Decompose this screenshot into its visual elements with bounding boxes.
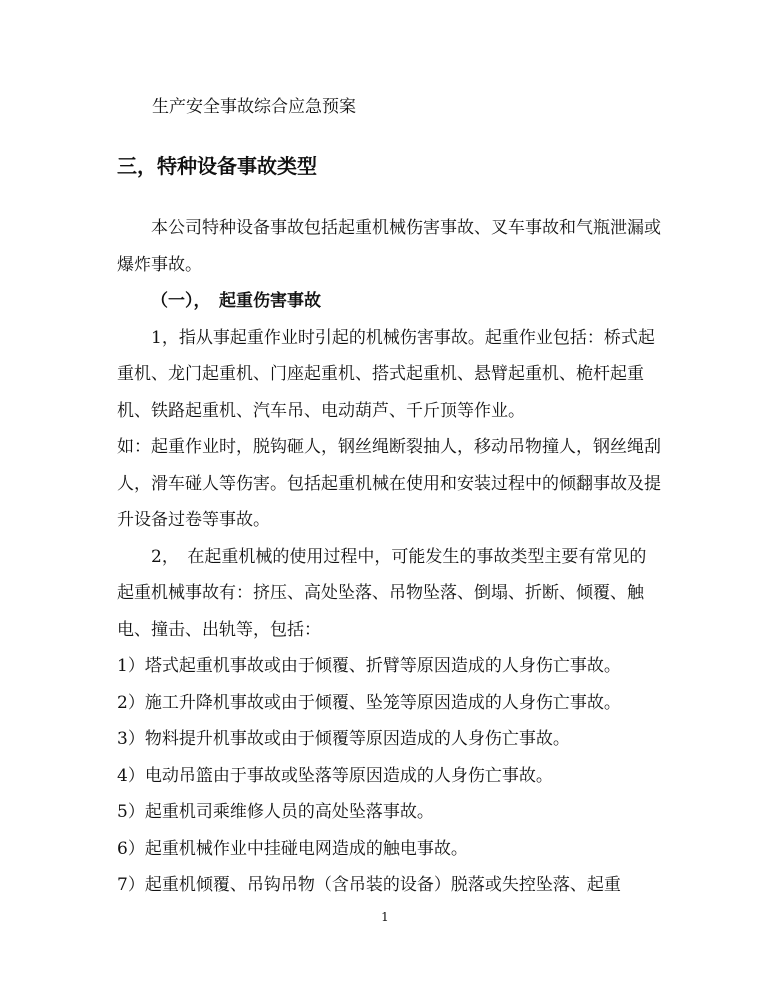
paragraph-3: 2， 在起重机械的使用过程中，可能发生的事故类型主要有常见的起重机械事故有：挤压、高处坠落、吊物坠落、倒塌、折断、倾覆、触电、撞击、出轨等，包括：: [117, 546, 647, 640]
list-item: 4）电动吊篮由于事故或坠落等原因造成的人身伤亡事故。: [117, 765, 553, 786]
page-number: 1: [381, 910, 389, 924]
paragraph-1: 1，指从事起重作业时引起的机械伤害事故。起重作业包括：桥式起重机、龙门起重机、门座起重机、搭式起重机、悬臂起重机、桅杆起重机、铁路起重机、汽车吊、电动葫芦、千斤顶等作业。: [117, 327, 655, 421]
section-title: 三，特种设备事故类型: [117, 154, 317, 178]
list-item: 5）起重机司乘维修人员的高处坠落事故。: [117, 802, 434, 822]
document-header: 生产安全事故综合应急预案: [152, 97, 356, 117]
subsection-title: （一）， 起重伤害事故: [151, 291, 321, 311]
intro-paragraph: 本公司特种设备事故包括起重机械伤害事故、叉车事故和气瓶泄漏或爆炸事故。: [117, 218, 661, 275]
list-item: 3）物料提升机事故或由于倾覆等原因造成的人身伤亡事故。: [117, 729, 570, 749]
list-item: 2）施工升降机事故或由于倾覆、坠笼等原因造成的人身伤亡事故。: [117, 692, 621, 713]
paragraph-2: 如：起重作业时，脱钩砸人，钢丝绳断裂抽人，移动吊物撞人，钢丝绳刮人，滑车碰人等伤害。包括起重机械在使用和安装过程中的倾翻事故及提升设备过卷等事故。: [117, 437, 661, 530]
list-item: 1）塔式起重机事故或由于倾覆、折臂等原因造成的人身伤亡事故。: [117, 656, 621, 676]
list-item: 6）起重机械作业中挂碰电网造成的触电事故。: [117, 838, 468, 859]
list-item: 7）起重机倾覆、吊钩吊物（含吊装的设备）脱落或失控坠落、起重: [117, 875, 621, 895]
document-body: [117, 210, 662, 904]
